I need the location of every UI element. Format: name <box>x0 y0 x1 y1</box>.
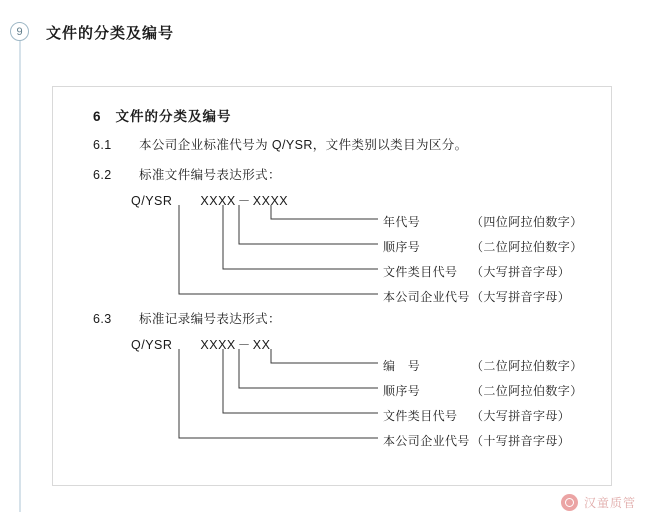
code-prefix: Q/YSR <box>131 338 173 352</box>
legend-label: 顺序号 <box>383 384 421 398</box>
legend-note: （二位阿拉伯数字） <box>471 240 583 254</box>
legend-note: （大写拼音字母） <box>471 265 571 279</box>
section-heading <box>93 105 232 125</box>
clause-6-1 <box>93 135 468 153</box>
step-number-badge: 9 <box>10 22 29 41</box>
clause-6-2-text: 标准文件编号表达形式： <box>139 168 281 182</box>
legend-note: （大写拼音字母） <box>471 290 571 304</box>
code-prefix: Q/YSR <box>131 194 173 208</box>
legend-note: （二位阿拉伯数字） <box>471 359 583 373</box>
section-heading-text: 文件的分类及编号 <box>115 109 232 124</box>
clause-6-2 <box>93 165 281 183</box>
code-group-2: XXXX <box>252 194 289 208</box>
watermark-text: 汉童质管 <box>583 496 636 510</box>
clause-6-2-number: 6.2 <box>93 168 112 182</box>
clause-6-1-number: 6.1 <box>93 138 112 152</box>
slide-timeline-rule <box>19 22 21 512</box>
code-group-2: XX <box>252 338 271 352</box>
watermark <box>561 494 636 511</box>
code-group-1: XXXX <box>200 338 236 352</box>
legend-label: 年代号 <box>383 215 421 229</box>
legend-record-number <box>383 357 583 374</box>
code-group-1: XXXX <box>200 194 236 208</box>
legend-label: 顺序号 <box>383 240 421 254</box>
section-number: 6 <box>93 109 102 124</box>
legend-record-category <box>383 407 570 424</box>
legend-label: 本公司企业代号 <box>383 290 470 304</box>
legend-document-company <box>383 288 570 305</box>
legend-document-sequence <box>383 238 583 255</box>
legend-record-sequence <box>383 382 583 399</box>
page-title: 文件的分类及编号 <box>46 25 175 42</box>
legend-note: （四位阿拉伯数字） <box>471 215 583 229</box>
clause-6-3-text: 标准记录编号表达形式： <box>139 312 281 326</box>
legend-label: 编 号 <box>383 359 421 373</box>
legend-record-company <box>383 432 570 449</box>
legend-note: （大写拼音字母） <box>471 409 571 423</box>
legend-label: 文件类目代号 <box>383 265 458 279</box>
legend-label: 本公司企业代号 <box>383 434 470 448</box>
code-separator: － <box>237 338 251 352</box>
clause-6-3-number: 6.3 <box>93 312 112 326</box>
clause-6-3 <box>93 309 281 327</box>
legend-note: （十写拼音字母） <box>471 434 571 448</box>
legend-document-category <box>383 263 570 280</box>
legend-document-year <box>383 213 583 230</box>
code-separator: － <box>237 194 251 208</box>
code-sample-record <box>131 335 270 353</box>
clause-6-1-text: 本公司企业标准代号为 Q/YSR，文件类别以类目为区分。 <box>139 138 468 152</box>
document-card <box>52 86 612 486</box>
legend-label: 文件类目代号 <box>383 409 458 423</box>
legend-note: （二位阿拉伯数字） <box>471 384 583 398</box>
code-sample-document <box>131 191 288 209</box>
circle-logo-icon <box>561 494 578 511</box>
